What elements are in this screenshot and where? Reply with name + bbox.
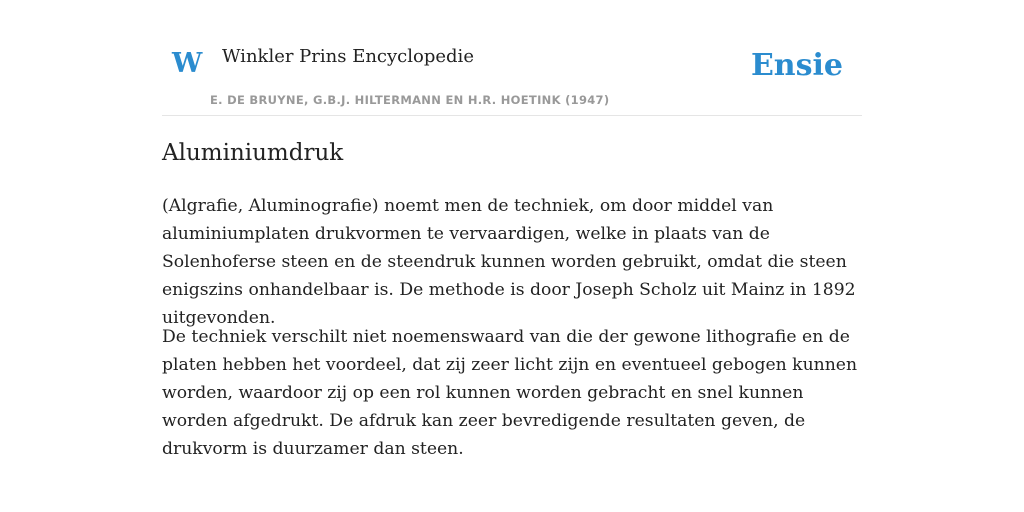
article-paragraph: (Algrafie, Aluminografie) noemt men de techniek, om door middel van aluminiumplaten drukvormen te vervaardigen, welke in plaats van de Solenhoferse steen en de steendruk kunnen worden gebruikt, omdat die steen enigszins onhandelbaar is. De methode is door Joseph Scholz uit Mainz in 1892 uitgevonden. <box>162 196 856 328</box>
source-authors: E. DE BRUYNE, G.B.J. HILTERMANN EN H.R. HOETINK (1947) <box>210 93 610 107</box>
ensie-logo-link[interactable]: Ensie <box>750 48 843 83</box>
article-paragraph: De techniek verschilt niet noemenswaard van die der gewone lithografie en de platen hebben het voordeel, dat zij zeer licht zijn en eventueel gebogen kunnen worden, waardoor zij op een rol kunnen worden gebracht en snel kunnen worden afgedrukt. De afdruk kan zeer bevredigende resultaten geven, de drukvorm is duurzamer dan steen. <box>162 327 858 459</box>
article-title: Aluminiumdruk <box>162 140 344 166</box>
encyclopedia-logo-icon[interactable]: W <box>172 48 203 79</box>
content-column <box>162 0 862 459</box>
source-header <box>162 0 862 116</box>
source-title-link[interactable]: Winkler Prins Encyclopedie <box>222 46 474 67</box>
